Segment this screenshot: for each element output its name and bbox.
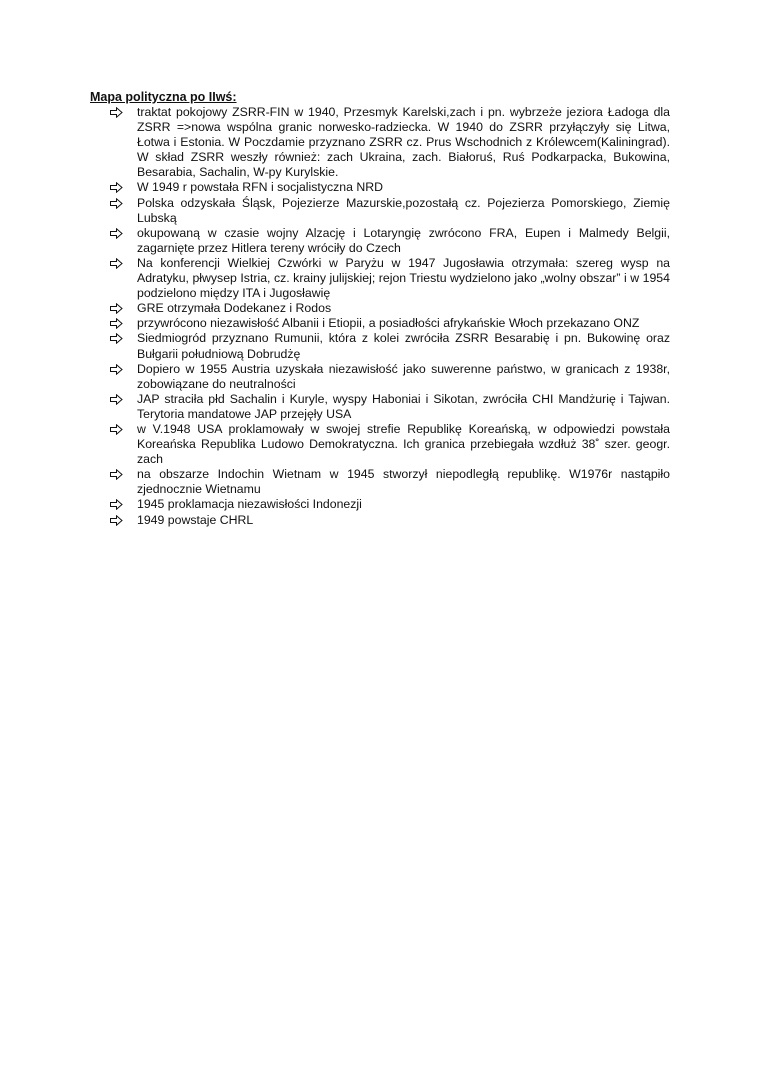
- list-item: [90, 196, 670, 226]
- list-item-text: traktat pokojowy ZSRR-FIN w 1940, Przesmyk Karelski,zach i pn. wybrzeże jeziora Ładoga dla ZSRR =>nowa wspólna granic norwesko-radziecka. W 1940 do ZSRR przyłączyły się Litwa, Łotwa i Estonia. W Poczdamie przyznano ZSRR cz. Prus Wschodnich z Królewcem(Kaliningrad). W skład ZSRR weszły również: zach Ukraina, zach. Białoruś, Ruś Podkarpacka, Bukowina, Besarabia, Sachalin, W-py Kurylskie.: [137, 105, 670, 180]
- list-item-text: przywrócono niezawisłość Albanii i Etiopii, a posiadłości afrykańskie Włoch przekazano ONZ: [137, 316, 640, 331]
- list-item: [90, 392, 670, 422]
- list-item: [90, 422, 670, 467]
- right-arrow-outline-icon: [110, 107, 123, 118]
- right-arrow-outline-icon: [110, 318, 123, 329]
- right-arrow-outline-icon: [110, 333, 123, 344]
- list-item: [90, 301, 670, 316]
- list-item: [90, 497, 670, 512]
- bullet-list: [90, 105, 670, 528]
- document-title: Mapa polityczna po IIwś:: [90, 90, 237, 104]
- right-arrow-outline-icon: [110, 303, 123, 314]
- list-item-text: JAP straciła płd Sachalin i Kuryle, wyspy Haboniai i Sikotan, zwróciła CHI Mandżurię i Tajwan. Terytoria mandatowe JAP przejęły USA: [137, 391, 670, 421]
- right-arrow-outline-icon: [110, 499, 123, 510]
- list-item-text: W 1949 r powstała RFN i socjalistyczna NRD: [137, 180, 384, 195]
- right-arrow-outline-icon: [110, 364, 123, 375]
- list-item-text: GRE otrzymała Dodekanez i Rodos: [137, 301, 332, 316]
- list-item-text: w V.1948 USA proklamowały w swojej strefie Republikę Koreańską, w odpowiedzi powstała Koreańska Republika Ludowo Demokratyczna. Ich granica przebiegała wzdłuż 38˚ szer. geogr. zach: [137, 421, 670, 467]
- list-item-text: 1949 powstaje CHRL: [137, 512, 254, 527]
- list-item-text: Polska odzyskała Śląsk, Pojezierze Mazurskie,pozostałą cz. Pojezierza Pomorskiego, Ziemię Lubską: [137, 195, 670, 225]
- list-item: [90, 467, 670, 497]
- list-item-text: Dopiero w 1955 Austria uzyskała niezawisłość jako suwerenne państwo, w granicach z 1938r, zobowiązane do neutralności: [137, 361, 670, 391]
- right-arrow-outline-icon: [110, 228, 123, 239]
- list-item: [90, 513, 670, 528]
- right-arrow-outline-icon: [110, 258, 123, 269]
- list-item: [90, 180, 670, 195]
- list-item: [90, 105, 670, 180]
- list-item-text: okupowaną w czasie wojny Alzację i Lotaryngię zwrócono FRA, Eupen i Malmedy Belgii, zagarnięte przez Hitlera tereny wróciły do Czech: [137, 225, 670, 255]
- document-content: [90, 90, 670, 528]
- list-item-text: 1945 proklamacja niezawisłości Indonezji: [137, 497, 362, 512]
- right-arrow-outline-icon: [110, 424, 123, 435]
- right-arrow-outline-icon: [110, 394, 123, 405]
- list-item: [90, 362, 670, 392]
- right-arrow-outline-icon: [110, 515, 123, 526]
- right-arrow-outline-icon: [110, 198, 123, 209]
- list-item: [90, 256, 670, 301]
- right-arrow-outline-icon: [110, 469, 123, 480]
- right-arrow-outline-icon: [110, 182, 123, 193]
- list-item: [90, 226, 670, 256]
- list-item: [90, 331, 670, 361]
- list-item: [90, 316, 670, 331]
- list-item-text: Siedmiogród przyznano Rumunii, która z kolei zwróciła ZSRR Besarabię i pn. Bukowinę oraz Bułgarii południową Dobrudżę: [137, 331, 670, 361]
- list-item-text: Na konferencji Wielkiej Czwórki w Paryżu w 1947 Jugosławia otrzymała: szereg wysp na Adratyku, płwysep Istria, cz. krainy julijskiej; rejon Triestu wydzielono jako „wolny obszar” i w 1954 podzielono między ITA i Jugosławię: [137, 255, 670, 301]
- list-item-text: na obszarze Indochin Wietnam w 1945 stworzył niepodległą republikę. W1976r nastąpiło zjednocznie Wietnamu: [137, 467, 670, 497]
